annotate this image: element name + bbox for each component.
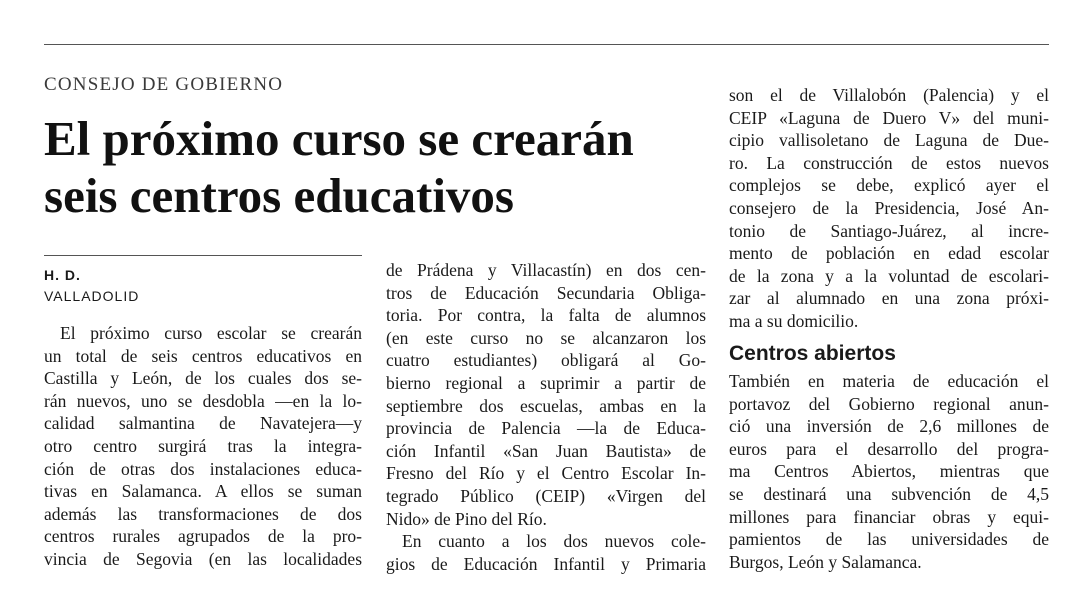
text-line: rán nuevos, uno se desdobla —en la lo-	[44, 390, 362, 411]
text-line: además las transformaciones de dos	[44, 503, 362, 524]
text-line: de la zona y a la voluntad de escolari-	[729, 265, 1049, 286]
text-line: consejero de la Presidencia, José An-	[729, 197, 1049, 218]
text-line: CEIP «Laguna de Duero V» del muni-	[729, 107, 1049, 128]
text-line: bierno regional a suprimir a partir de	[386, 372, 706, 393]
text-line: euros para el desarrollo del progra-	[729, 438, 1049, 459]
text-line: calidad salmantina de Navatejera—y	[44, 413, 362, 434]
body-column-2	[386, 259, 706, 575]
text-line: cuatro estudiantes) obligará al Go-	[386, 350, 706, 371]
text-line: un total de seis centros educativos en	[44, 345, 362, 366]
text-line: Nido» de Pino del Río.	[386, 508, 547, 529]
text-line: tonio de Santiago-Juárez, al incre-	[729, 220, 1049, 241]
body-column-3	[729, 84, 1049, 333]
text-line: ción de otras dos instalaciones educa-	[44, 458, 362, 479]
text-line: (en este curso no se alcanzaron los	[386, 327, 706, 348]
text-line: Burgos, León y Salamanca.	[729, 551, 922, 572]
byline-place: VALLADOLID	[44, 288, 140, 304]
text-line: tros de Educación Secundaria Obliga-	[386, 282, 706, 303]
text-line: millones para financiar obras y equi-	[729, 506, 1049, 527]
body-column-1	[44, 322, 362, 571]
text-line: También en materia de educación el	[729, 371, 1049, 391]
headline-line: seis centros educativos	[44, 168, 514, 223]
text-line: vincia de Segovia (en las localidades	[44, 548, 362, 569]
body-column-3-continued	[729, 370, 1049, 573]
text-line: El próximo curso escolar se crearán	[60, 323, 362, 343]
top-rule	[44, 44, 1049, 45]
text-line: son el de Villalobón (Palencia) y el	[729, 85, 1049, 105]
text-line: tivas en Salamanca. A ellos se suman	[44, 481, 362, 502]
byline	[44, 265, 139, 307]
text-line: portavoz del Gobierno regional anun-	[729, 393, 1049, 414]
text-line: ma a su domicilio.	[729, 310, 859, 331]
text-line: centros rurales agrupados de la pro-	[44, 526, 362, 547]
text-line: provincia de Palencia —la de Educa-	[386, 418, 706, 439]
text-line: cipio vallisoletano de Laguna de Due-	[729, 130, 1049, 151]
text-line: ro. La construcción de estos nuevos	[729, 152, 1049, 173]
text-line: septiembre dos escuelas, ambas en la	[386, 395, 706, 416]
text-line: otro centro surgirá tras la integra-	[44, 435, 362, 456]
subheading: Centros abiertos	[729, 342, 896, 365]
headline-line: El próximo curso se crearán	[44, 111, 634, 166]
text-line: mento de población en edad escolar	[729, 243, 1049, 264]
text-line: toria. Por contra, la falta de alumnos	[386, 305, 706, 326]
text-line: Castilla y León, de los cuales dos se-	[44, 368, 362, 389]
byline-rule	[44, 255, 362, 256]
text-line: complejos se debe, explicó ayer el	[729, 175, 1049, 196]
text-line: tegrado Público (CEIP) «Virgen del	[386, 485, 706, 506]
text-line: ma Centros Abiertos, mientras que	[729, 461, 1049, 482]
text-line: ció una inversión de 2,6 millones de	[729, 416, 1049, 437]
section-label: CONSEJO DE GOBIERNO	[44, 74, 284, 95]
byline-author: H. D.	[44, 267, 81, 283]
text-line: zar al alumnado en una zona próxi-	[729, 288, 1049, 309]
text-line: Fresno del Río y el Centro Escolar In-	[386, 463, 706, 484]
text-line: de Prádena y Villacastín) en dos cen-	[386, 260, 706, 280]
text-line: ción Infantil «San Juan Bautista» de	[386, 440, 706, 461]
headline	[44, 110, 714, 224]
text-line: pamientos de las universidades de	[729, 529, 1049, 550]
text-line: se destinará una subvención de 4,5	[729, 483, 1049, 504]
text-line: En cuanto a los dos nuevos cole-	[402, 531, 706, 552]
text-line: gios de Educación Infantil y Primaria	[386, 553, 706, 574]
